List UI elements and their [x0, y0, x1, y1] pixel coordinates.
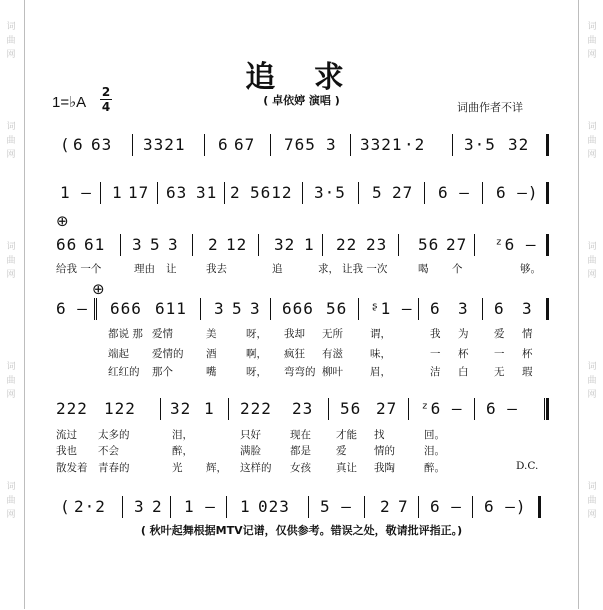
- bar-line: [204, 134, 205, 156]
- notation-token: 22: [336, 235, 358, 254]
- lyric-word: 回。: [424, 429, 445, 441]
- lyric-line: [0, 443, 603, 457]
- notation-token: 3: [132, 235, 143, 254]
- segno-mark: ⊕: [56, 212, 69, 230]
- lyric-word: 红红的: [108, 366, 140, 378]
- notation-token: 7: [398, 497, 409, 516]
- notation-token: 1: [204, 399, 215, 418]
- bar-line: [418, 496, 419, 518]
- lyric-word: 让我 一次: [342, 263, 388, 275]
- notation-token: 27: [392, 183, 414, 202]
- bar-line: [192, 234, 193, 256]
- bar-line: [308, 496, 309, 518]
- bar-line: [538, 496, 541, 518]
- lyric-word: 找: [374, 429, 385, 441]
- left-watermark: 词 曲 网: [6, 122, 16, 160]
- notation-token: 6 –: [430, 497, 462, 516]
- lyric-word: 洁: [430, 366, 441, 378]
- bar-line: [228, 398, 229, 420]
- bar-line: [398, 234, 399, 256]
- notation-token: 765: [284, 135, 316, 154]
- notation-token: 122: [104, 399, 136, 418]
- bar-line: [100, 182, 101, 204]
- notation-token: 2: [152, 497, 163, 516]
- notation-token: 67: [234, 135, 256, 154]
- lyric-word: 弯弯的: [284, 366, 316, 378]
- left-watermark: 词 曲 网: [6, 482, 16, 520]
- notation-token: 1: [240, 497, 251, 516]
- lyric-word: 酒: [206, 348, 217, 360]
- bar-line: [226, 496, 227, 518]
- lyric-word: 疯狂: [284, 348, 305, 360]
- bar-line: [270, 134, 271, 156]
- notation-token: 17: [128, 183, 150, 202]
- lyric-word: 那个: [152, 366, 173, 378]
- lyric-line: [0, 261, 603, 275]
- lyric-word: 美: [206, 328, 217, 340]
- left-watermark: 词 曲 网: [6, 362, 16, 400]
- bar-line: [474, 234, 475, 256]
- notation-token: ·2: [404, 135, 426, 154]
- composer-credit: 词曲作者不详: [457, 101, 523, 114]
- lyric-word: 我陶: [374, 462, 395, 474]
- lyric-line: [0, 460, 603, 474]
- lyric-line: [0, 364, 603, 378]
- lyric-word: 泪。: [424, 445, 445, 457]
- bar-line: [170, 496, 171, 518]
- notation-token: 6: [430, 299, 441, 318]
- lyric-word: 无: [494, 366, 505, 378]
- notation-token: 023: [258, 497, 290, 516]
- lyric-word: 现在: [290, 429, 311, 441]
- lyric-word: 我也: [56, 445, 77, 457]
- lyric-word: 真让: [336, 462, 357, 474]
- notation-token: 56: [418, 235, 440, 254]
- notation-token: 3: [326, 135, 337, 154]
- notation-token: ᶳ1 –: [370, 299, 413, 318]
- notation-token: 27: [446, 235, 468, 254]
- notation-token: ᶻ6 –: [494, 235, 537, 254]
- bar-line: [546, 134, 549, 156]
- lyric-word: 满脸: [240, 445, 261, 457]
- bar-line: [94, 298, 95, 320]
- right-watermark: 词 曲 网: [587, 22, 597, 60]
- lyric-word: 追: [272, 263, 283, 275]
- song-title: 追 求: [245, 60, 358, 95]
- lyric-word: 一: [494, 348, 505, 360]
- lyric-word: 太多的: [98, 429, 130, 441]
- bar-line: [120, 234, 121, 256]
- notation-row: [0, 184, 603, 206]
- notation-token: 611: [155, 299, 187, 318]
- bar-line: [472, 496, 473, 518]
- lyric-word: 谓，: [370, 328, 391, 340]
- lyric-word: 端起: [108, 348, 129, 360]
- lyric-word: 啊，: [246, 348, 267, 360]
- notation-token: 3321: [143, 135, 186, 154]
- notation-token: 3: [214, 299, 225, 318]
- bar-line: [408, 398, 409, 420]
- notation-token: (: [60, 497, 71, 516]
- lyric-word: 无所: [322, 328, 343, 340]
- lyric-word: 爱: [494, 328, 505, 340]
- lyric-word: 女孩: [290, 462, 311, 474]
- notation-token: 27: [376, 399, 398, 418]
- bar-line: [157, 182, 158, 204]
- lyric-word: 都是: [290, 445, 311, 457]
- notation-token: 5: [372, 183, 383, 202]
- right-watermark: 词 曲 网: [587, 482, 597, 520]
- right-watermark: 词 曲 网: [587, 122, 597, 160]
- left-watermark: 词 曲 网: [6, 22, 16, 60]
- lyric-word: 爱: [336, 445, 347, 457]
- notation-token: 6 –): [484, 497, 527, 516]
- notation-token: 1 –: [60, 183, 92, 202]
- notation-token: 23: [292, 399, 314, 418]
- bar-line: [224, 182, 225, 204]
- bar-line: [418, 298, 419, 320]
- meter-top: 2: [101, 85, 111, 99]
- lyric-word: 为: [458, 328, 469, 340]
- notation-token: 2: [208, 235, 219, 254]
- lyric-word: 散发着: [56, 462, 88, 474]
- lyric-word: 柳叶: [322, 366, 343, 378]
- notation-token: 56: [340, 399, 362, 418]
- notation-row: [0, 498, 603, 520]
- notation-token: 1: [112, 183, 123, 202]
- lyric-word: 辉，: [206, 462, 227, 474]
- notation-token: 6 –: [438, 183, 470, 202]
- lyric-word: 眉，: [370, 366, 391, 378]
- notation-row: [0, 136, 603, 158]
- bar-line: [350, 134, 351, 156]
- lyric-word: 杯: [522, 348, 533, 360]
- lyric-word: 够。: [520, 263, 541, 275]
- notation-token: 12: [226, 235, 248, 254]
- notation-token: 63: [91, 135, 113, 154]
- lyric-word: 求，: [318, 263, 339, 275]
- key-signature: 1=♭A: [52, 94, 87, 111]
- notation-token: 3321: [360, 135, 403, 154]
- lyric-word: 青春的: [98, 462, 130, 474]
- notation-row: [0, 300, 603, 322]
- bar-line: [358, 182, 359, 204]
- bar-line: [258, 234, 259, 256]
- time-signature: [100, 86, 112, 113]
- notation-token: 6 –): [496, 183, 539, 202]
- notation-row: [0, 400, 603, 422]
- bar-line: [96, 298, 97, 320]
- lyric-word: 爱情的: [152, 348, 184, 360]
- lyric-word: 我去: [206, 263, 227, 275]
- lyric-word: 我却: [284, 328, 305, 340]
- lyric-word: 呀，: [246, 328, 267, 340]
- notation-token: 222: [56, 399, 88, 418]
- lyric-word: 情的: [374, 445, 395, 457]
- lyric-word: 我: [430, 328, 441, 340]
- lyric-word: 有滋: [322, 348, 343, 360]
- lyric-word: 白: [458, 366, 469, 378]
- lyric-word: 泪，: [172, 429, 193, 441]
- notation-token: 5 –: [320, 497, 352, 516]
- notation-token: 5: [232, 299, 243, 318]
- bar-line: [546, 182, 549, 204]
- notation-token: 5: [150, 235, 161, 254]
- notation-token: 3·5: [314, 183, 346, 202]
- lyric-word: 爱情: [152, 328, 173, 340]
- bar-line: [424, 182, 425, 204]
- bar-line: [122, 496, 123, 518]
- notation-token: 2·2: [74, 497, 106, 516]
- lyric-word: 理由: [134, 263, 155, 275]
- notation-token: 666: [282, 299, 314, 318]
- notation-token: 32: [274, 235, 296, 254]
- notation-token: 5612: [250, 183, 293, 202]
- notation-token: 222: [240, 399, 272, 418]
- bar-line: [270, 298, 271, 320]
- notation-token: 1 –: [184, 497, 216, 516]
- notation-token: ᶻ6 –: [420, 399, 463, 418]
- notation-token: 32: [508, 135, 530, 154]
- lyric-line: [0, 427, 603, 441]
- lyric-word: 一: [430, 348, 441, 360]
- lyric-word: 瑕: [522, 366, 533, 378]
- lyric-line: [0, 326, 603, 340]
- lyric-word: 光: [172, 462, 183, 474]
- lyric-word: 才能: [336, 429, 357, 441]
- lyric-word: 流过: [56, 429, 77, 441]
- lyric-line: [0, 346, 603, 360]
- lyric-word: 醉，: [172, 445, 193, 457]
- right-watermark: 词 曲 网: [587, 362, 597, 400]
- lyric-word: 让: [166, 263, 177, 275]
- bar-line: [482, 182, 483, 204]
- lyric-word: 给我 一个: [56, 263, 102, 275]
- notation-token: 3: [250, 299, 261, 318]
- lyric-word: 这样的: [240, 462, 272, 474]
- notation-token: 63: [166, 183, 188, 202]
- lyric-word: 情: [522, 328, 533, 340]
- notation-token: 6 –: [56, 299, 88, 318]
- notation-token: 6: [73, 135, 84, 154]
- bar-line: [546, 398, 549, 420]
- segno-mark: ⊕: [92, 280, 105, 298]
- lyric-word: 不会: [98, 445, 119, 457]
- bar-line: [132, 134, 133, 156]
- bar-line: [322, 234, 323, 256]
- bar-line: [546, 298, 549, 320]
- bar-line: [200, 298, 201, 320]
- notation-token: 3: [458, 299, 469, 318]
- notation-token: 6: [494, 299, 505, 318]
- lyric-word: 喝: [418, 263, 429, 275]
- notation-token: 2: [380, 497, 391, 516]
- notation-token: 1: [304, 235, 315, 254]
- bar-line: [328, 398, 329, 420]
- notation-token: 3: [522, 299, 533, 318]
- bar-line: [358, 298, 359, 320]
- notation-token: 31: [196, 183, 218, 202]
- notation-token: 3: [168, 235, 179, 254]
- lyric-word: 嘴: [206, 366, 217, 378]
- notation-token: 66: [56, 235, 78, 254]
- notation-token: 3: [134, 497, 145, 516]
- right-watermark: 词 曲 网: [587, 242, 597, 280]
- bar-line: [302, 182, 303, 204]
- lyric-word: D.C.: [516, 460, 539, 472]
- notation-token: 32: [170, 399, 192, 418]
- lyric-word: 个: [452, 263, 463, 275]
- notation-row: [0, 236, 603, 258]
- notation-token: (: [60, 135, 71, 154]
- left-watermark: 词 曲 网: [6, 242, 16, 280]
- notation-token: 61: [84, 235, 106, 254]
- notation-token: 23: [366, 235, 388, 254]
- bar-line: [482, 298, 483, 320]
- notation-token: 2: [230, 183, 241, 202]
- bar-line: [544, 398, 545, 420]
- bar-line: [546, 234, 549, 256]
- lyric-word: 杯: [458, 348, 469, 360]
- lyric-word: 呀，: [246, 366, 267, 378]
- meter-bottom: 4: [101, 100, 111, 114]
- notation-token: 3·5: [464, 135, 496, 154]
- lyric-word: 都说 那: [108, 328, 143, 340]
- transcription-footnote: ( 秋叶起舞根据MTV记谱，仅供参考。错误之处，敬请批评指正。): [140, 524, 463, 537]
- lyric-word: 只好: [240, 429, 261, 441]
- bar-line: [160, 398, 161, 420]
- singer-line: ( 卓依婷 演唱 ): [263, 94, 340, 107]
- lyric-word: 味，: [370, 348, 391, 360]
- notation-token: 56: [326, 299, 348, 318]
- notation-token: 6: [218, 135, 229, 154]
- bar-line: [364, 496, 365, 518]
- bar-line: [452, 134, 453, 156]
- lyric-word: 醉。: [424, 462, 445, 474]
- bar-line: [474, 398, 475, 420]
- notation-token: 6 –: [486, 399, 518, 418]
- notation-token: 666: [110, 299, 142, 318]
